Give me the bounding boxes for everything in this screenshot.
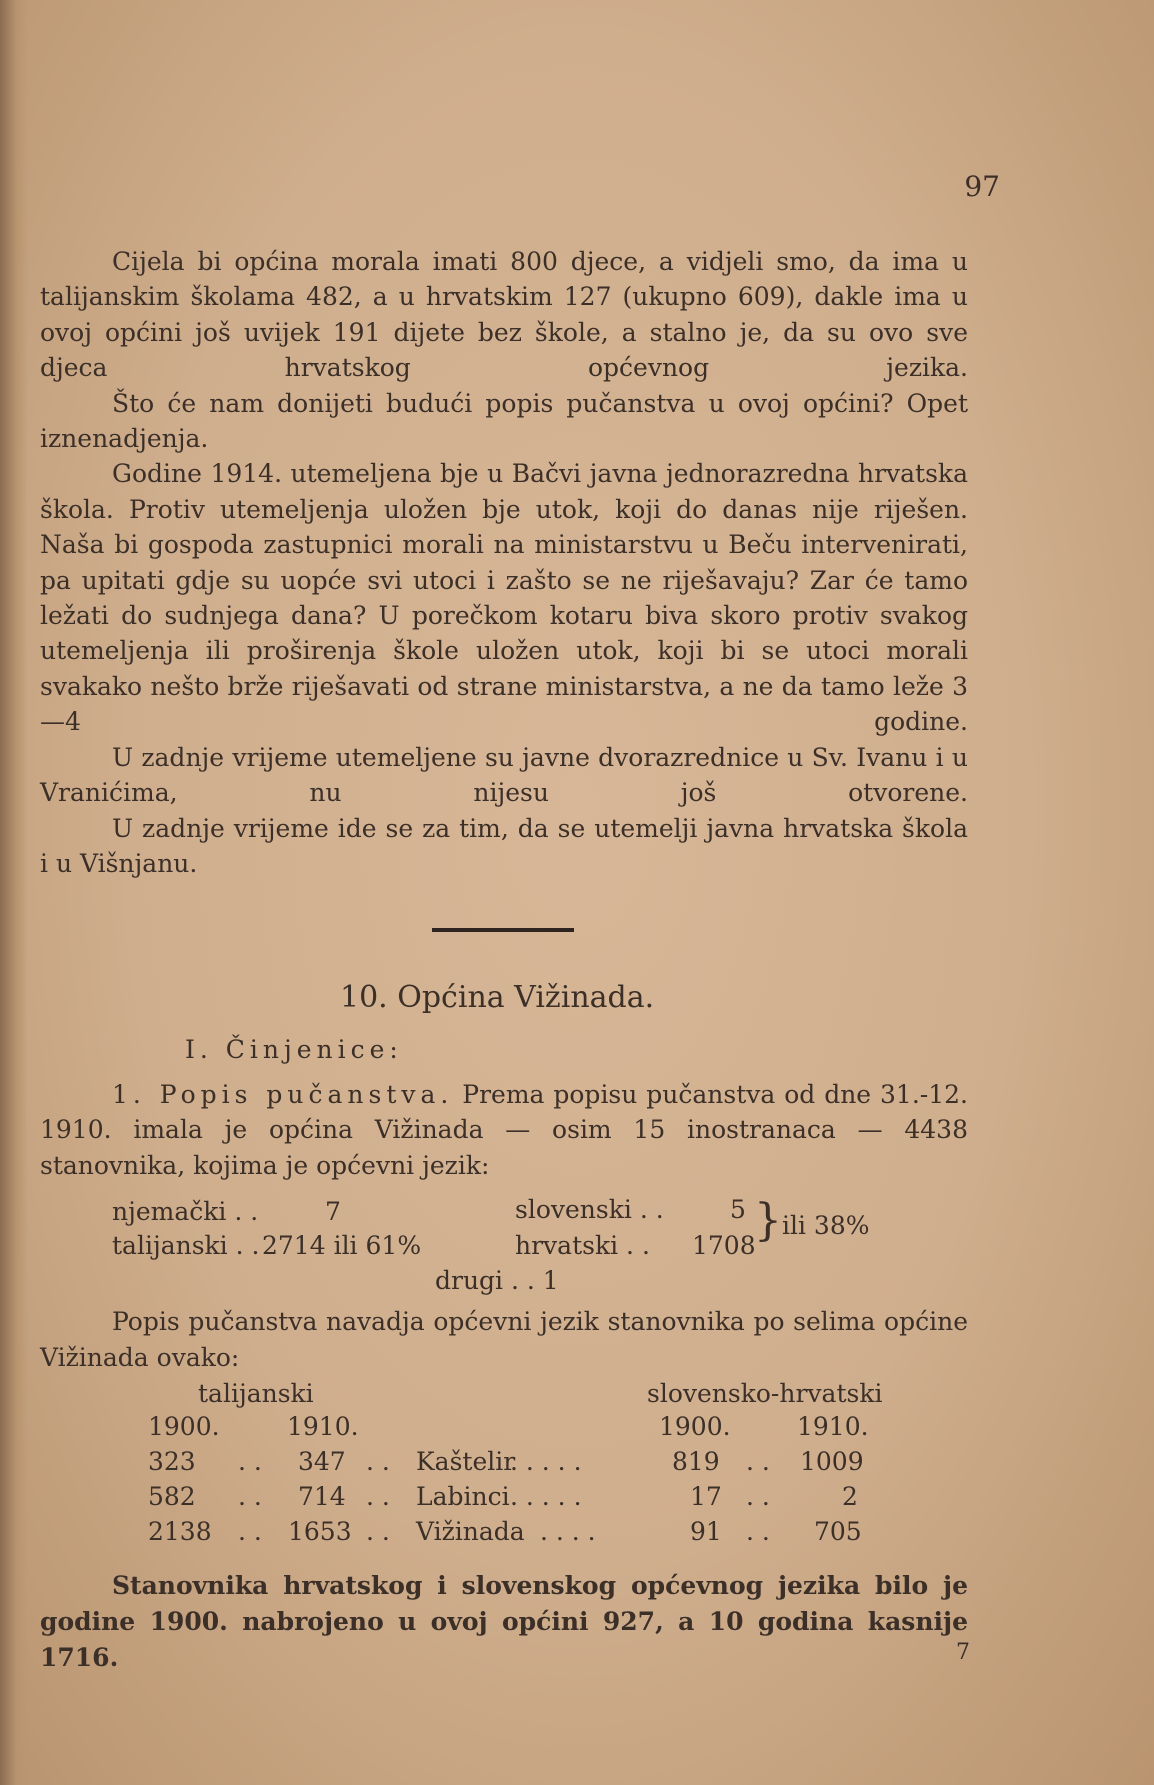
dots: . . . . .: [510, 1482, 582, 1511]
cell-it-1910: 714: [298, 1482, 346, 1511]
paragraph: Popis pučanstva navadja općevni jezik stanovnika po selima općine Vižinada ovako:: [40, 1307, 968, 1372]
lang-german-value: 7: [325, 1197, 341, 1226]
dots: . .: [746, 1447, 770, 1476]
paragraph: Što će nam donijeti budući popis pučanstva u ovoj općini? Opet iznenadjenja.: [40, 388, 968, 454]
cell-it-1910: 1653: [288, 1517, 352, 1546]
cell-hr-1910: 1009: [800, 1447, 864, 1476]
lang-croatian-label: hrvatski . .: [515, 1231, 650, 1260]
lang-slovene-value: 5: [730, 1195, 746, 1224]
cell-it-1910: 347: [298, 1447, 346, 1476]
year: 1910.: [797, 1412, 869, 1441]
dots: . .: [238, 1447, 262, 1476]
dots: . . . .: [540, 1517, 596, 1546]
section-title: 10. Općina Vižinada.: [340, 980, 655, 1015]
cell-it-1900: 323: [148, 1447, 196, 1476]
dots: . .: [238, 1482, 262, 1511]
dots: . .: [366, 1447, 390, 1476]
cell-hr-1900: 91: [690, 1517, 722, 1546]
lang-sum: ili 38%: [782, 1211, 870, 1240]
dots: . . . . .: [510, 1447, 582, 1476]
subheading: I. Činjenice:: [185, 1035, 403, 1064]
cell-place: Labinci: [416, 1482, 510, 1511]
lang-german-label: njemački . .: [112, 1197, 259, 1226]
dots: . .: [238, 1517, 262, 1546]
village-intro: [40, 1304, 968, 1376]
lang-italian-label: talijanski . .: [112, 1231, 260, 1260]
lang-slovene-label: slovenski . .: [515, 1195, 664, 1224]
paragraph: U zadnje vrijeme ide se za tim, da se utemelji javna hrvatska škola i u Višnjanu.: [40, 813, 968, 878]
table-row: [0, 1482, 1154, 1518]
cell-place: Kaštelir: [416, 1447, 516, 1476]
dots: . .: [366, 1482, 390, 1511]
paragraph: Cijela bi općina morala imati 800 djece, a vidjeli smo, da ima u talijanskim školama 482, a u hrvatskim 127 (ukupno 609), dakle ima u ovoj općini još uvijek 191 dijete bez škole, a stalno je, da su ovo sve djeca hrvatskog općevnog jezika.: [40, 247, 968, 383]
cell-it-1900: 2138: [148, 1517, 212, 1546]
cell-it-1900: 582: [148, 1482, 196, 1511]
cell-hr-1900: 17: [690, 1482, 722, 1511]
cell-place: Vižinada: [416, 1517, 525, 1546]
year: 1900.: [659, 1412, 731, 1441]
intro-text: [40, 244, 968, 881]
census-label: 1. Popis pučanstva.: [112, 1080, 454, 1109]
cell-hr-1900: 819: [672, 1447, 720, 1476]
paragraph: U zadnje vrijeme utemeljene su javne dvorazrednice u Sv. Ivanu i u Vranićima, nu nijesu još otvorene.: [40, 742, 968, 808]
table-row: [0, 1517, 1154, 1553]
brace: }: [754, 1195, 782, 1246]
lang-other: drugi . . 1: [435, 1266, 559, 1295]
census-text: Prema popisu pučanstva od dne 31.-12. 1910. imala je općina Vižinada — osim 15 inostranaca — 4438 stanovnika, kojima je općevni jezik:: [40, 1080, 968, 1180]
page-number: 97: [964, 170, 1000, 203]
dots: . .: [366, 1517, 390, 1546]
lang-croatian-value: 1708: [692, 1231, 756, 1260]
table-row: [0, 1447, 1154, 1483]
table-header-italian: talijanski: [198, 1379, 314, 1408]
conclusion-paragraph: [40, 1568, 968, 1676]
lang-italian-value: 2714 ili 61%: [262, 1231, 422, 1260]
table-header-croatian: slovensko-hrvatski: [647, 1379, 883, 1408]
signature-mark: 7: [956, 1640, 970, 1665]
cell-hr-1910: 705: [814, 1517, 862, 1546]
paragraph: Stanovnika hrvatskog i slovenskog općevnog jezika bilo je godine 1900. nabrojeno u ovoj općini 927, a 10 godina kasnije 1716.: [40, 1571, 968, 1672]
dots: . .: [746, 1482, 770, 1511]
paragraph: Godine 1914. utemeljena bje u Bačvi javna jednorazredna hrvatska škola. Protiv utemeljenja uložen bje utok, koji do danas nije riješen. Naša bi gospoda zastupnici morali na ministarstvu u Beču intervenirati, pa upitati gdje su uopće svi utoci i zašto se ne riješavaju? Zar će tamo ležati do sudnjega dana? U porečkom kotaru biva skoro protiv svakog utemeljenja ili proširenja škole uložen utok, koji bi se utoci morali svakako nešto brže riješavati od strane ministarstva, a ne da tamo leže 3—4 godine.: [40, 459, 968, 737]
year: 1900.: [148, 1412, 220, 1441]
dots: . .: [746, 1517, 770, 1546]
cell-hr-1910: 2: [842, 1482, 858, 1511]
table-year-row: [0, 1412, 1154, 1448]
section-divider: [432, 928, 574, 932]
census-paragraph: [40, 1077, 968, 1183]
year: 1910.: [287, 1412, 359, 1441]
